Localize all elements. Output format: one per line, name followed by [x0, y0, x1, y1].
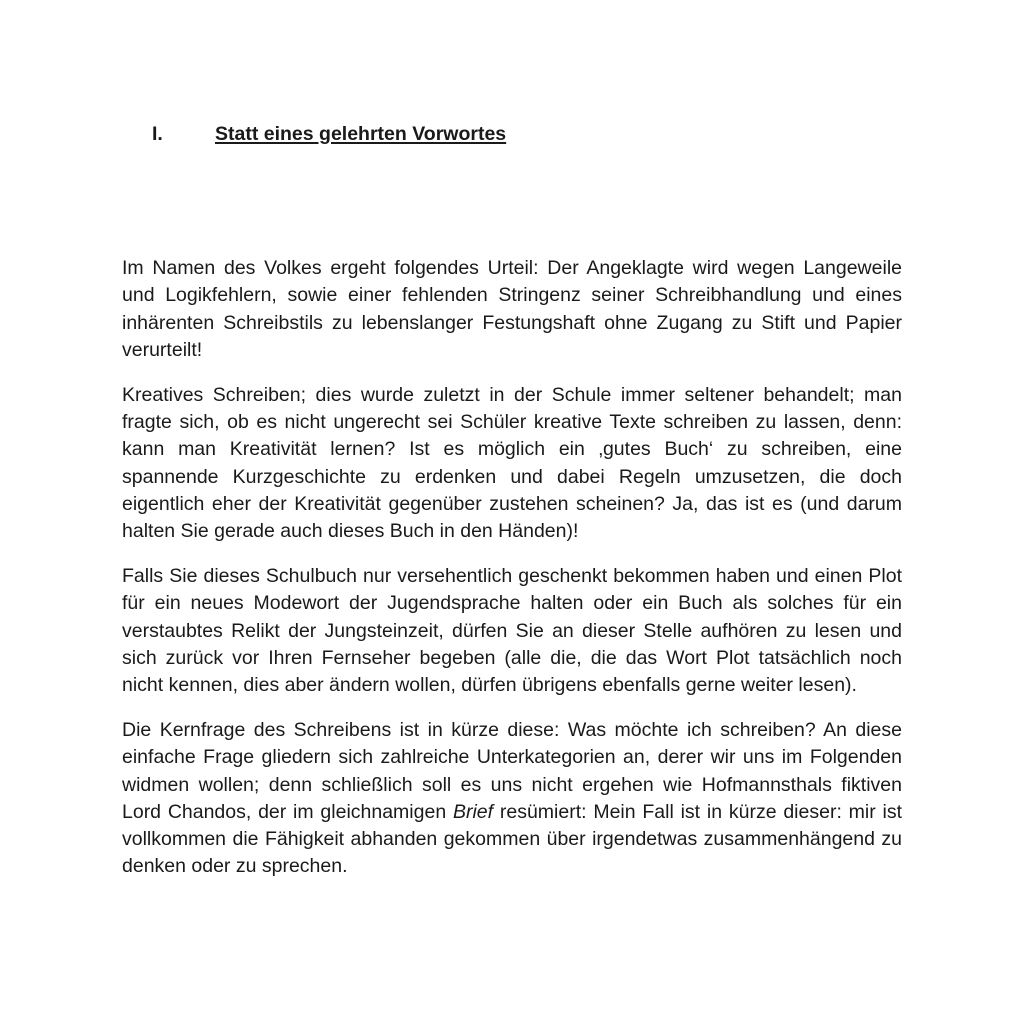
body-text: [122, 255, 902, 898]
section-title: Statt eines gelehrten Vorwortes: [215, 123, 507, 145]
paragraph-3: Falls Sie dieses Schulbuch nur versehentlich geschenkt bekommen haben und einen Plot für ein neues Modewort der Jugendsprache halten oder ein Buch als solches für ein verstaubtes Relikt der Jungsteinzeit, dürfen Sie an dieser Stelle aufhören zu lesen und sich zurück vor Ihren Fernseher begeben (alle die, die das Wort Plot tatsächlich noch nicht kennen, dies aber ändern wollen, dürfen übrigens ebenfalls gerne weiter lesen).: [122, 564, 902, 697]
paragraph-2: Kreatives Schreiben; dies wurde zuletzt in der Schule immer seltener behandelt; man fragte sich, ob es nicht ungerecht sei Schüler kreative Texte schreiben zu lassen, denn: kann man Kreativität lernen? Ist es möglich ein ‚gutes Buch‘ zu schreiben, eine spannende Kurzgeschichte zu erdenken und dabei Regeln umzusetzen, die doch eigentlich eher der Kreativität gegenüber zustehen scheinen? Ja, das ist es (und darum halten Sie gerade auch dieses Buch in den Händen)!: [122, 383, 902, 543]
section-number: I.: [152, 123, 163, 145]
section-heading: [152, 122, 506, 146]
paragraph-4-part-1: Die Kernfrage des Schreibens ist in kürze diese: Was möchte ich schreiben? An diese einfache Frage gliedern sich zahlreiche Unterkategorien an, derer wir uns im Folgenden widmen wollen; denn schließlich soll es uns nicht ergehen wie Hofmannsthals fiktiven Lord Chandos, der im gleichnamigen: [122, 718, 902, 823]
paragraph-4: [122, 717, 902, 881]
paragraph-4-part-2: resümiert: Mein Fall ist in kürze dieser: mir ist vollkommen die Fähigkeit abhanden gekommen über irgendetwas zusammenhängend zu denken oder zu sprechen.: [122, 800, 903, 878]
italic-term-brief: Brief: [452, 800, 494, 823]
paragraph-1: Im Namen des Volkes ergeht folgendes Urteil: Der Angeklagte wird wegen Langeweile und Logikfehlern, sowie einer fehlenden Stringenz seiner Schreibhandlung und eines inhärenten Schreibstils zu lebenslanger Festungshaft ohne Zugang zu Stift und Papier verurteilt!: [122, 257, 902, 361]
